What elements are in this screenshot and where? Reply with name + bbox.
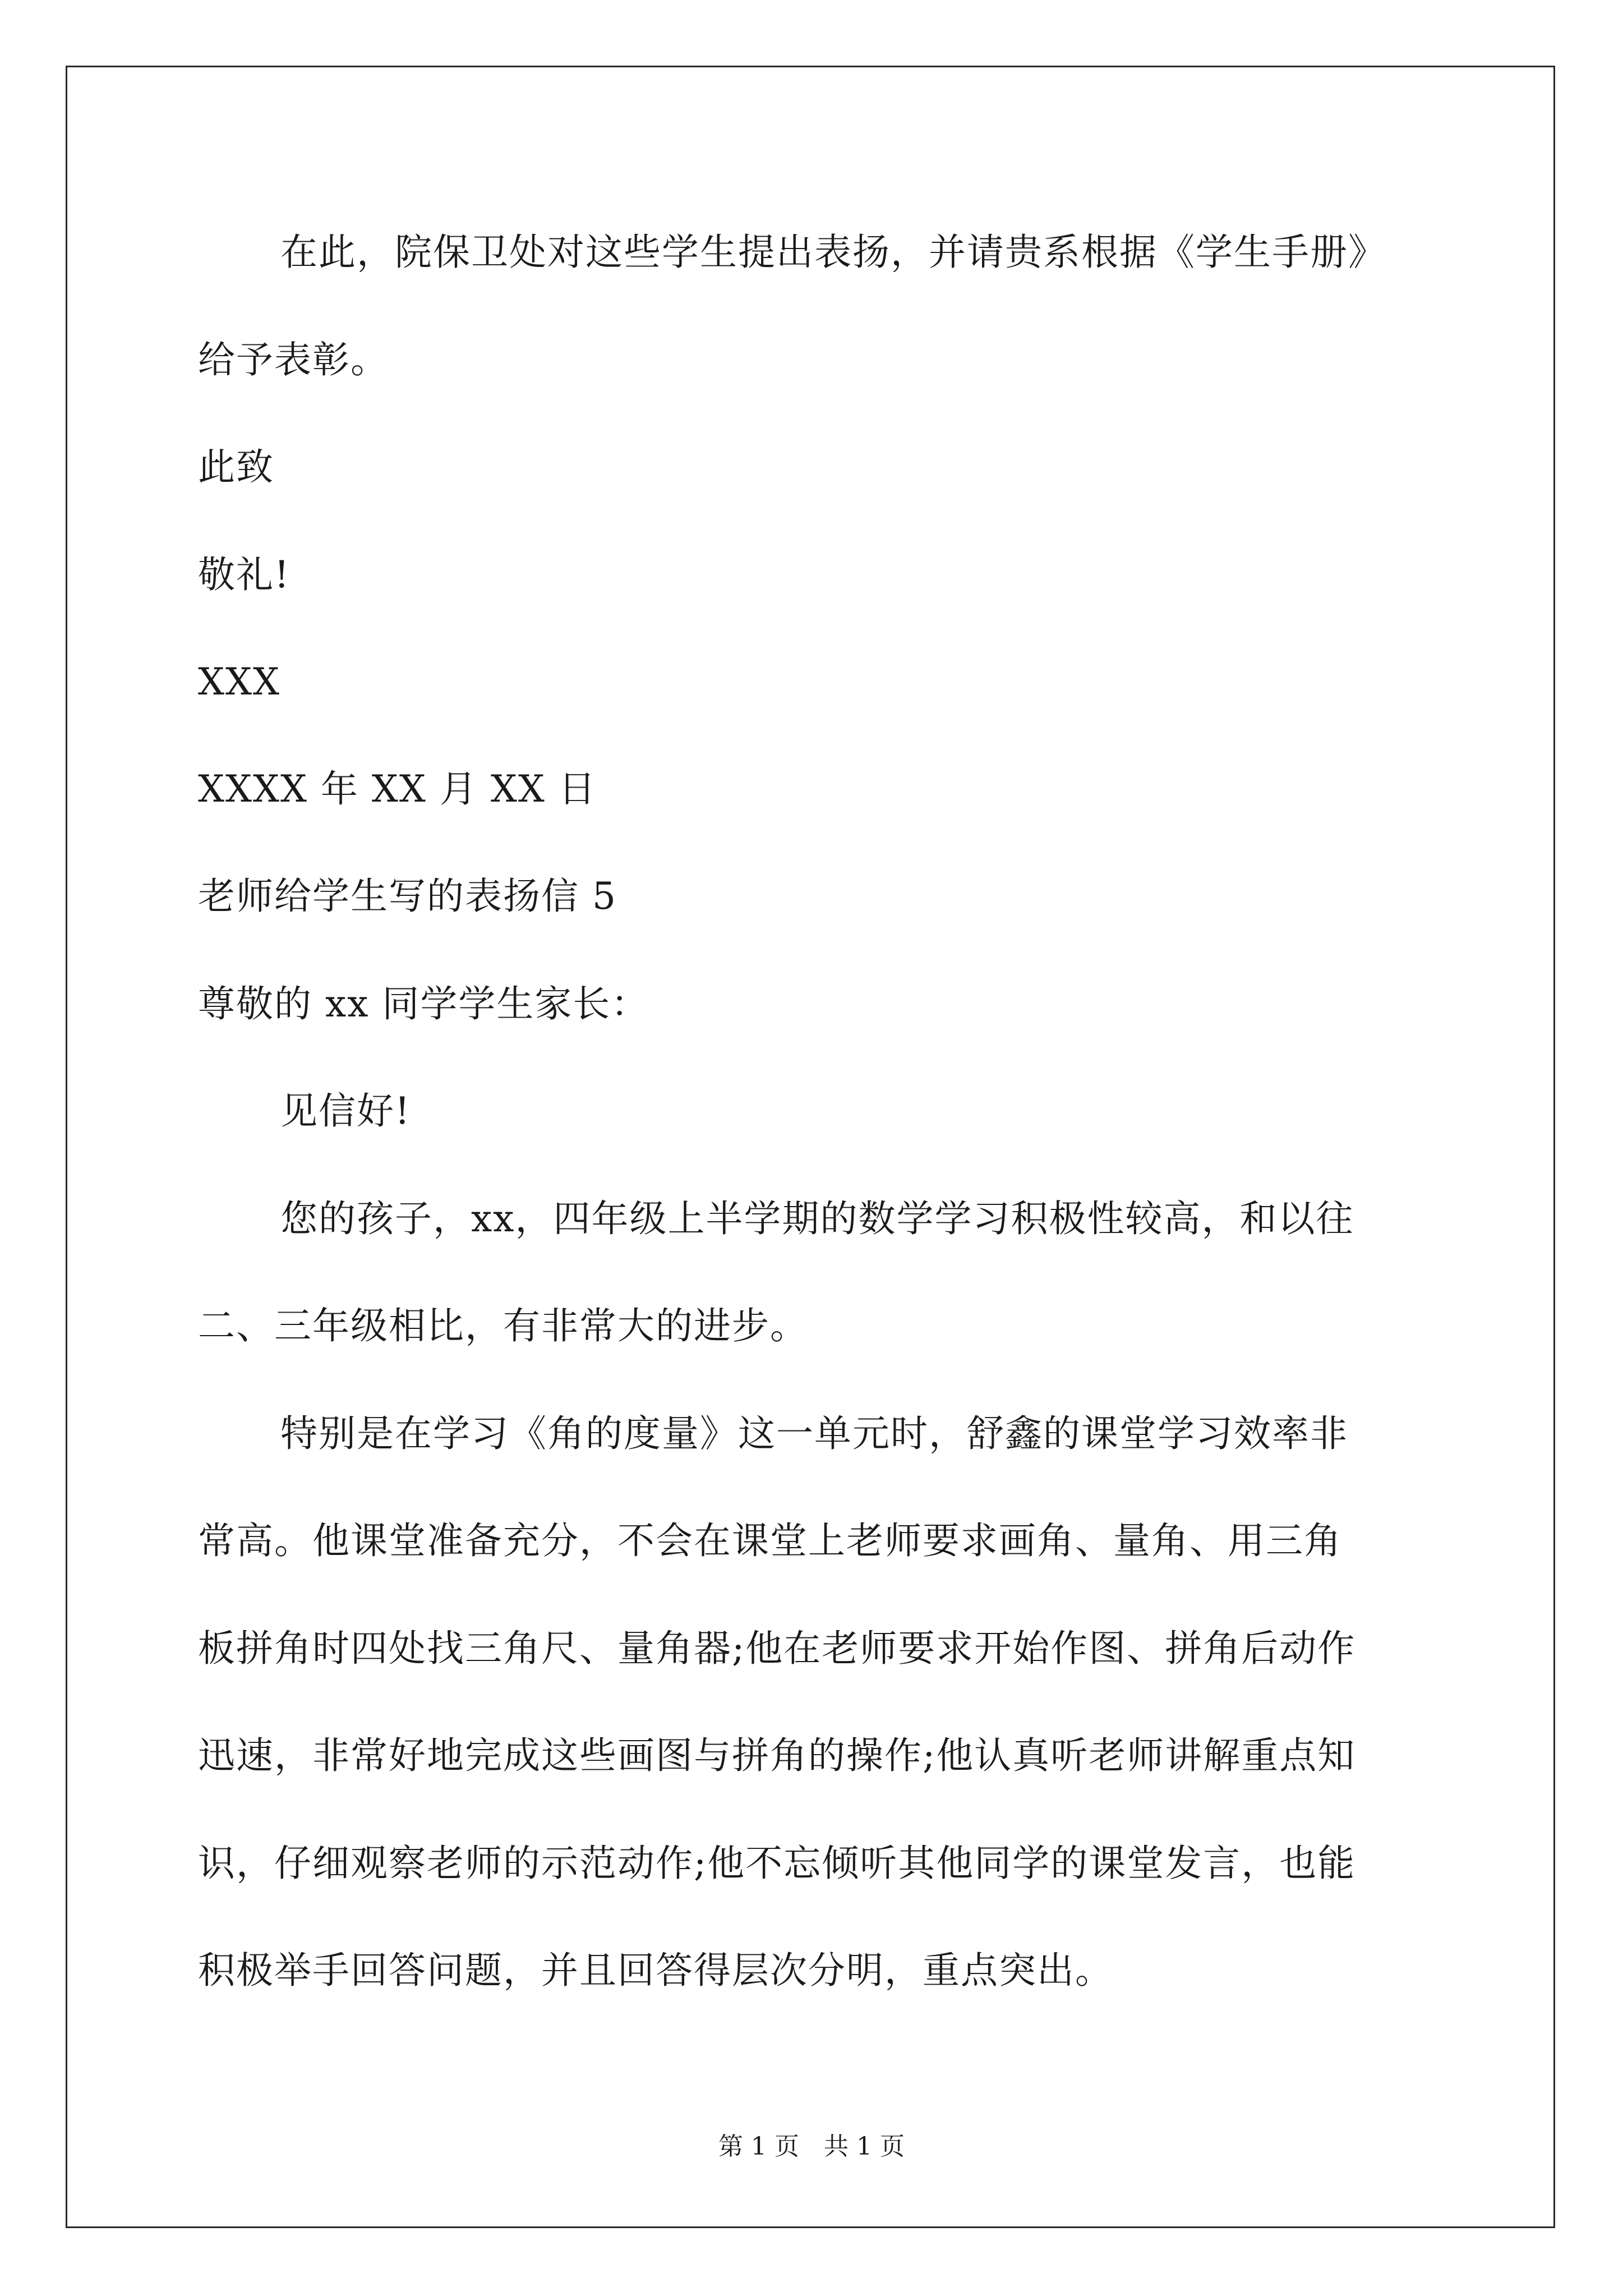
paragraph-line: 二、三年级相比，有非常大的进步。 [198,1304,808,1347]
paragraph-line: 积极举手回答问题，并且回答得层次分明，重点突出。 [198,1949,1113,1992]
paragraph-line: 迅速，非常好地完成这些画图与拼角的操作;他认真听老师讲解重点知 [198,1734,1356,1777]
greeting-line: 尊敬的 xx 同学学生家长： [198,982,649,1025]
salutation-line: 敬礼! [198,553,291,596]
signature-name: XXX [198,660,280,703]
paragraph-line: 常高。他课堂准备充分，不会在课堂上老师要求画角、量角、用三角 [198,1519,1342,1562]
section-title: 老师给学生写的表扬信 5 [198,875,617,918]
paragraph-line: 在此，院保卫处对这些学生提出表扬，并请贵系根据《学生手册》 [280,231,1386,274]
page-number-footer: 第 1 页 共 1 页 [718,2132,905,2161]
paragraph-line: 识，仔细观察老师的示范动作;他不忘倾听其他同学的课堂发言，也能 [198,1842,1356,1885]
page-border [66,66,1555,2228]
paragraph-line: 给予表彰。 [198,338,389,381]
paragraph-line: 见信好! [280,1089,411,1133]
salutation-line: 此致 [198,445,274,489]
signature-date: XXXX 年 XX 月 XX 日 [198,767,597,811]
paragraph-line: 您的孩子，xx，四年级上半学期的数学学习积极性较高，和以往 [280,1197,1354,1240]
paragraph-line: 特别是在学习《角的度量》这一单元时，舒鑫的课堂学习效率非 [280,1412,1348,1455]
paragraph-line: 板拼角时四处找三角尺、量角器;他在老师要求开始作图、拼角后动作 [198,1627,1356,1670]
